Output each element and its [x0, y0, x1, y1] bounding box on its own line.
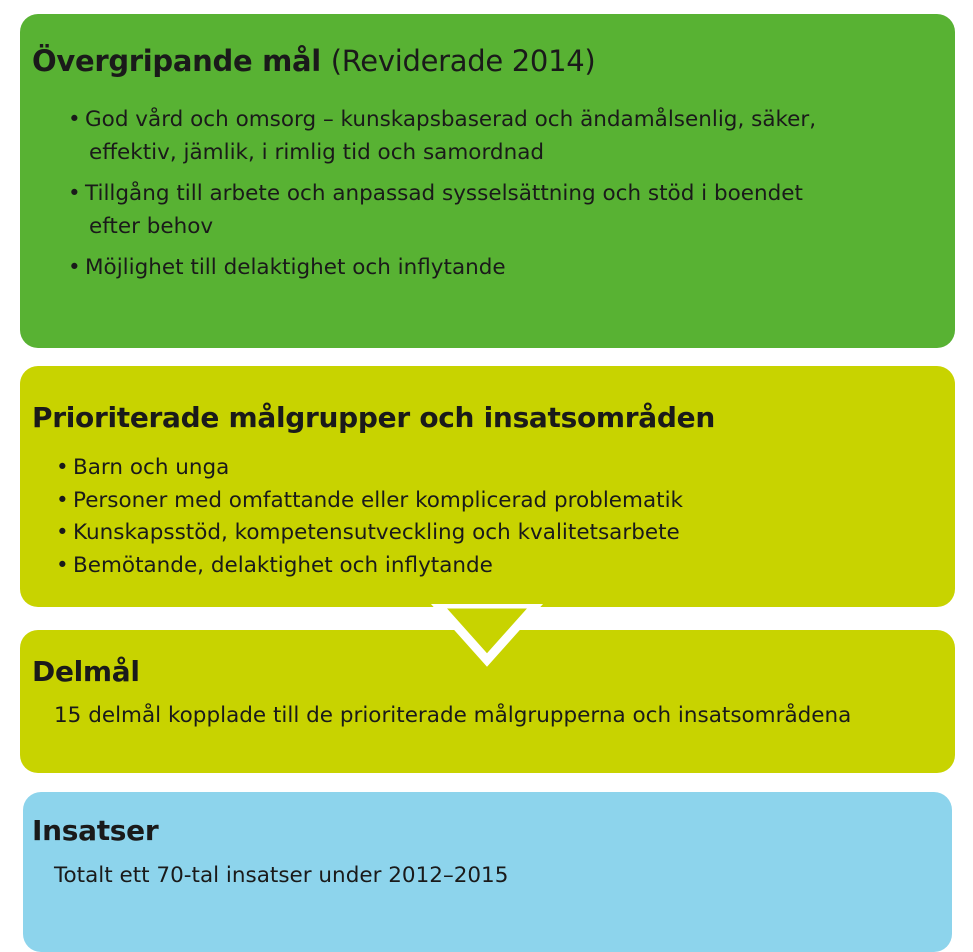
subgoal-box — [20, 630, 955, 773]
goal-item-line: Tillgång till arbete och anpassad sysselsättning och stöd i boendet — [85, 181, 803, 206]
goal-item — [85, 103, 816, 169]
goal-item — [85, 251, 816, 284]
subgoal-text: 15 delmål kopplade till de prioriterade målgrupperna och insatsområdena — [54, 703, 852, 728]
goal-list — [85, 103, 816, 284]
goal-item-line: effektiv, jämlik, i rimlig tid och samordnad — [89, 140, 545, 165]
priority-item: • Bemötande, delaktighet och inflytande — [73, 550, 683, 583]
efforts-text: Totalt ett 70-tal insatser under 2012–2015 — [54, 863, 509, 888]
priority-list — [73, 452, 683, 582]
goal-title-main: Övergripande mål — [32, 44, 321, 78]
priority-item: • Barn och unga — [73, 452, 683, 485]
goal-item-line: God vård och omsorg – kunskapsbaserad och ändamålsenlig, säker, — [85, 107, 817, 132]
subgoal-title: Delmål — [32, 655, 140, 688]
goal-item — [85, 177, 816, 243]
priority-item: • Kunskapsstöd, kompetensutveckling och kvalitetsarbete — [73, 517, 683, 550]
goal-title-suffix: (Reviderade 2014) — [330, 44, 596, 78]
goal-item-line: efter behov — [89, 214, 214, 239]
priority-item: • Personer med omfattande eller komplicerad problematik — [73, 485, 683, 518]
goal-item-line: Möjlighet till delaktighet och inflytande — [85, 255, 506, 280]
efforts-title: Insatser — [32, 814, 159, 847]
goal-title — [32, 44, 595, 78]
priority-title: Prioriterade målgrupper och insatsområden — [32, 401, 715, 434]
